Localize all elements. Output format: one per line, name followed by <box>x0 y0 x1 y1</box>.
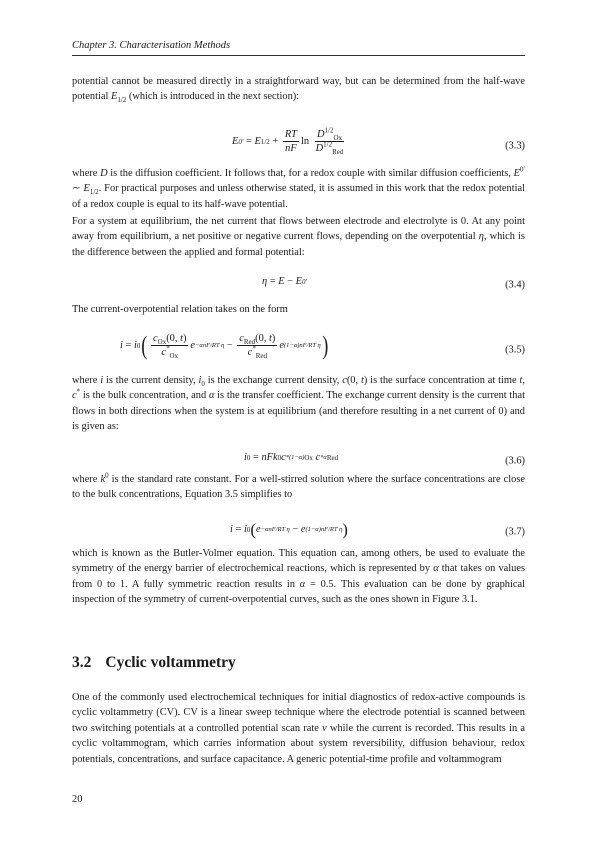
equation-number: (3.7) <box>505 526 525 538</box>
paragraph-6: where $k^0$ is the standard rate constant. For a well-stirred solution where the surface concentrations are close to the bulk concentrations, Equation 3.5 simplifies to <box>72 471 525 501</box>
equation-3-4: η = E − E 0′ (3.4) <box>262 276 525 291</box>
equation-number: (3.4) <box>505 279 525 291</box>
paragraph-1: potential cannot be measured directly in a straightforward way, but can be determined from the half-wave potential $E_{1/2}$ (which is introduced in the next section): <box>72 76 525 105</box>
section-number: 3.2 <box>72 654 92 671</box>
equation-number: (3.3) <box>505 140 525 152</box>
paragraph-4: The current-overpotential relation takes on the form <box>72 304 288 315</box>
equation-3-7: i = i 0 ( e −αnF/RT η − e (1−α)nF/RT η ) (3.7) <box>230 520 525 539</box>
running-head: Chapter 3. Characterisation Methods <box>72 40 231 51</box>
paragraph-8: One of the commonly used electrochemical techniques for initial diagnostics of redox-active compounds is cyclic voltammetry (CV). CV is a linear sweep technique where the electrode potential is scanned between two switching potentials at a controlled potential scan rate ν while the current is recorded. This results in a cyclic voltammogram, which carries information about system reversibility, diffusion behaviour, redox potentials, concentrations, and surface capacitance. A generic potential-time profile and voltammogram <box>72 692 525 765</box>
header-rule <box>72 55 525 56</box>
section-heading <box>72 654 236 672</box>
paragraph-5: where i is the current density, $i_0$ is the exchange current density, c(0, t) is the surface concentration at time t, c* is the bulk concentration, and α is the transfer coefficient. The exchange current density is the current that flows in both directions when the system is at equilibrium (and therefore resulting in a net current of 0) and is given as: <box>72 375 525 433</box>
equation-number: (3.5) <box>505 344 525 356</box>
paragraph-3: For a system at equilibrium, the net current that flows between electrode and electrolyte is 0. At any point away from equilibrium, a net positive or negative current flows, depending on the overpotential η, which is the difference between the applied and formal potential: <box>72 216 525 258</box>
section-title-text: Cyclic voltammetry <box>105 654 236 671</box>
page-number: 20 <box>72 794 83 805</box>
equation-3-5: i = i 0 ( $\frac{c_{Ox}(0, t)}{c^*_{Ox}}$ e −αnF/RT η − $\frac{c_{Red}(0, t)}{c^*_{Red}}$ e (1−α)nF/RT η ) (3.5) <box>120 330 525 361</box>
equation-number: (3.6) <box>505 455 525 467</box>
paragraph-2: where D is the diffusion coefficient. It follows that, for a redox couple with similar diffusion coefficients, $E^{0'}$ ∼ $E_{1/2}$. For practical purposes and unless otherwise stated, it is assumed in this work that the redox potential of a redox couple is equal to its half-wave potential. <box>72 165 525 210</box>
equation-3-3: E 0′ = E 1/2 + $\frac{RT}{nF}$ ln $\frac{D^{1/2}_{Ox}}{D^{1/2}_{Red}}$ (3.3) <box>232 126 525 157</box>
paragraph-7: which is known as the Butler-Volmer equation. This equation can, among others, be used to evaluate the symmetry of the energy barrier of electrochemical reactions, which is represented by α that takes on values from 0 to 1. A fully symmetric reaction results in α = 0.5. This evaluation can be done by graphical inspection of the symmetry of current-overpotential curves, such as the ones shown in Figure 3.1. <box>72 548 526 606</box>
equation-3-6: i 0 = nFk 0 c *(1−α) Ox c *α Red (3.6) <box>244 452 525 467</box>
